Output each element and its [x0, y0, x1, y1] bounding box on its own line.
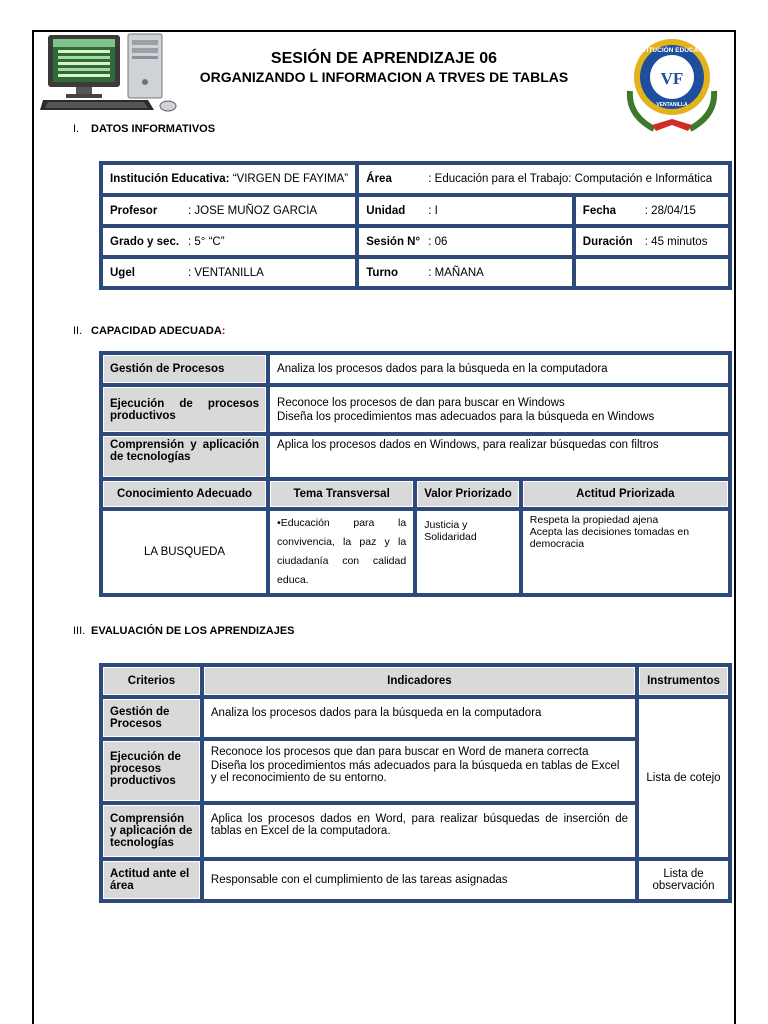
ugel-cell — [101, 257, 357, 288]
unidad-label: Unidad — [366, 204, 406, 217]
indicador-cell — [202, 739, 637, 803]
evaluacion-table — [99, 663, 732, 903]
col-header-tema: Tema Transversal — [268, 479, 415, 509]
col-header-actitud: Actitud Priorizada — [521, 479, 730, 509]
ugel-value: : VENTANILLA — [188, 266, 264, 279]
evaluacion-row — [101, 739, 730, 803]
capacidad-text: Diseña los procedimientos mas adecuados para la búsqueda en Windows — [277, 410, 655, 423]
actitud-cell — [521, 509, 730, 595]
col-header-criterios: Criterios — [101, 665, 202, 697]
section-2-number: II. — [73, 325, 83, 337]
criterio-label: Comprensión y aplicación de tecnologías — [101, 803, 202, 859]
section-1-number: I. — [73, 123, 80, 135]
section-3-number: III. — [73, 625, 86, 637]
logo-bottom-text: VENTANILLA — [656, 102, 688, 108]
area-cell — [357, 163, 730, 195]
valor-value: Justicia y Solidaridad — [415, 509, 521, 595]
datos-informativos-table — [99, 161, 732, 290]
col-header-indicadores: Indicadores — [202, 665, 637, 697]
tema-value: •Educación para la convivencia, la paz y la ciudadanía con calidad educa. — [268, 509, 415, 595]
instrumento-cotejo: Lista de cotejo — [637, 697, 730, 859]
capacidad-row — [101, 385, 730, 434]
capacidad-label: Comprensión y aplicación de tecnologías — [101, 434, 268, 479]
unidad-cell — [357, 195, 574, 226]
fecha-label: Fecha — [582, 204, 617, 217]
section-3-title: EVALUACIÓN DE LOS APRENDIZAJES — [91, 625, 295, 637]
evaluacion-row — [101, 803, 730, 859]
grado-value: : 5° “C” — [188, 235, 225, 248]
col-header-valor: Valor Priorizado — [415, 479, 521, 509]
ugel-label: Ugel — [110, 266, 135, 279]
area-value: : Educación para el Trabajo: Computación e Informática — [428, 173, 713, 185]
profesor-label: Profesor — [110, 204, 158, 217]
institucion-label: Institución Educativa: — [110, 173, 230, 185]
indicador-text: Reconoce los procesos que dan para buscar en Word de manera correcta — [210, 746, 589, 758]
instrumento-observacion: Lista de observación — [637, 859, 730, 901]
profesor-cell — [101, 195, 357, 226]
section-3-heading — [73, 625, 295, 637]
capacidad-row — [101, 434, 730, 479]
indicador-text: Diseña los procedimientos más adecuados para la búsqueda en tablas de Excel y el reconocimiento de su entorno. — [210, 760, 620, 784]
page-title: SESIÓN DE APRENDIZAJE 06 — [270, 50, 498, 67]
duracion-label: Duración — [582, 235, 633, 248]
profesor-value: : JOSE MUÑOZ GARCIA — [188, 204, 318, 217]
capacidad-text: Reconoce los procesos de dan para buscar en Windows — [277, 396, 565, 409]
capacidad-label: Ejecución de procesos productivos — [101, 385, 268, 434]
turno-value: : MAÑANA — [428, 266, 484, 279]
logo-ring-text: INSTITUCIÓN EDUCATIVA — [631, 47, 713, 54]
duracion-value: : 45 minutos — [644, 235, 708, 248]
fecha-cell — [574, 195, 730, 226]
institucion-cell — [101, 163, 357, 195]
section-2-title: CAPACIDAD ADECUADA — [91, 325, 222, 337]
conocimiento-value: LA BUSQUEDA — [101, 509, 268, 595]
section-2-heading — [73, 325, 225, 337]
turno-cell — [357, 257, 574, 288]
area-label: Área — [366, 173, 392, 185]
section-1-title: DATOS INFORMATIVOS — [91, 123, 216, 135]
col-header-instrumentos: Instrumentos — [637, 665, 730, 697]
criterio-label: Gestión de Procesos — [101, 697, 202, 739]
capacidad-text-cell — [268, 385, 730, 434]
sesion-label: Sesión N° — [366, 235, 421, 248]
actitud-item: Respeta la propiedad ajena — [529, 514, 659, 526]
criterio-label: Actitud ante el área — [101, 859, 202, 901]
evaluacion-row — [101, 697, 730, 739]
grado-cell — [101, 226, 357, 257]
capacidad-text: Aplica los procesos dados en Windows, para realizar búsquedas con filtros — [268, 434, 730, 479]
actitud-item: Acepta las decisiones tomadas en democracia — [529, 526, 690, 550]
capacidad-label: Gestión de Procesos — [101, 353, 268, 385]
sesion-value: : 06 — [428, 235, 448, 248]
turno-label: Turno — [366, 266, 398, 279]
col-header-conocimiento: Conocimiento Adecuado — [101, 479, 268, 509]
empty-cell — [574, 257, 730, 288]
indicador-text: Analiza los procesos dados para la búsqueda en la computadora — [202, 697, 637, 739]
capacidad-table — [99, 351, 732, 597]
section-2-title-colon: : — [221, 325, 226, 337]
grado-label: Grado y sec. — [110, 235, 180, 248]
page-subtitle: ORGANIZANDO L INFORMACION A TRVES DE TABLAS — [199, 69, 569, 85]
indicador-text: Aplica los procesos dados en Word, para realizar búsquedas de inserción de tablas en Excel de la computadora. — [202, 803, 637, 859]
unidad-value: : I — [428, 204, 438, 217]
capacidad-text: Analiza los procesos dados para la búsqueda en la computadora — [268, 353, 730, 385]
criterio-label: Ejecución de procesos productivos — [101, 739, 202, 803]
fecha-value: : 28/04/15 — [644, 204, 696, 217]
logo-initials: VF — [660, 69, 684, 88]
school-logo — [622, 33, 722, 133]
section-1-heading — [73, 123, 215, 135]
indicador-text: Responsable con el cumplimiento de las tareas asignadas — [202, 859, 637, 901]
duracion-cell — [574, 226, 730, 257]
sesion-cell — [357, 226, 574, 257]
capacidad-row — [101, 353, 730, 385]
evaluacion-row — [101, 859, 730, 901]
institucion-value: “VIRGEN DE FAYIMA” — [232, 173, 349, 185]
